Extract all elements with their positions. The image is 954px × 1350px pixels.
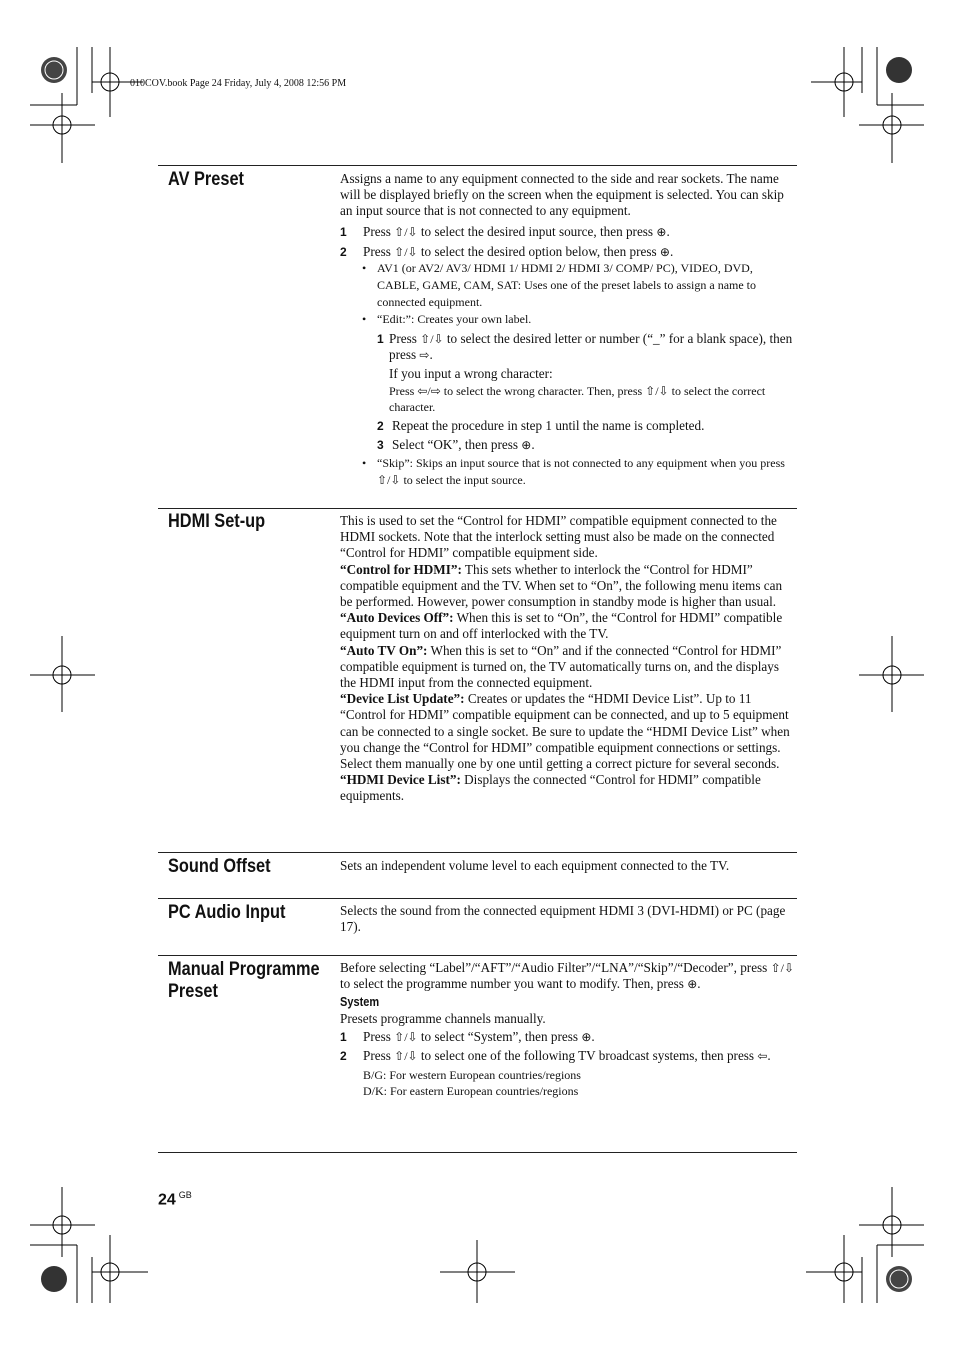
pc-audio-input-body: Selects the sound from the connected equipment HDMI 3 (DVI-HDMI) or PC (page 17). xyxy=(340,903,786,935)
page-region-suffix: GB xyxy=(178,1190,192,1200)
edit-step-3: 3 Select “OK”, then press ⊕. xyxy=(377,437,535,453)
right-arrow-icon: ⇨ xyxy=(419,348,430,363)
enter-icon: ⊕ xyxy=(659,244,670,259)
up-down-arrow-icon: ⇧/⇩ xyxy=(377,473,401,488)
up-down-arrow-icon: ⇧/⇩ xyxy=(394,224,418,239)
enter-icon: ⊕ xyxy=(581,1029,592,1044)
step-number: 2 xyxy=(340,244,347,259)
av-step-1: 1 Press ⇧/⇩ to select the desired input source, then press ⊕. xyxy=(340,223,670,239)
sound-offset-body: Sets an independent volume level to each equipment connected to the TV. xyxy=(340,858,730,873)
av-preset-body xyxy=(340,171,796,489)
print-header-line: 010COV.book Page 24 Friday, July 4, 2008 12:56 PM xyxy=(130,78,347,89)
pc-audio-input-heading: PC Audio Input xyxy=(168,902,286,923)
section-divider xyxy=(158,165,797,166)
enter-icon: ⊕ xyxy=(687,977,698,992)
up-down-arrow-icon: ⇧/⇩ xyxy=(420,332,444,347)
up-down-arrow-icon: ⇧/⇩ xyxy=(770,961,795,975)
av-intro: Assigns a name to any equipment connected to the side and rear sockets. The name will be displayed briefly on the screen when the equipment is selected. You can skip an input source that is not connected to any equipment. xyxy=(340,171,784,219)
left-right-arrow-icon: ⇦/⇨ xyxy=(417,383,441,398)
system-step-2: 2 Press ⇧/⇩ to select one of the following TV broadcast systems, then press ⇦. xyxy=(340,1048,771,1064)
hdmi-auto-tv-on-item: “Auto TV On”: When this is set to “On” and if the connected “Control for HDMI” compatible equipment is turned on, the TV automatically turns on, and the displays the HDMI input from the connected equipment. xyxy=(340,642,782,691)
step-number: 1 xyxy=(340,224,347,239)
section-divider xyxy=(158,955,797,956)
section-divider xyxy=(158,1152,797,1153)
step-number: 1 xyxy=(377,332,384,347)
system-description: Presets programme channels manually. xyxy=(340,1010,546,1026)
up-down-arrow-icon: ⇧/⇩ xyxy=(394,1029,418,1044)
step-number: 2 xyxy=(377,419,384,434)
up-down-arrow-icon: ⇧/⇩ xyxy=(394,244,418,259)
hdmi-setup-heading: HDMI Set-up xyxy=(168,511,266,532)
left-arrow-icon: ⇦ xyxy=(757,1049,768,1064)
system-bg-option: B/G: For western European countries/regions xyxy=(363,1068,581,1083)
enter-icon: ⊕ xyxy=(656,224,667,239)
av-preset-heading: AV Preset xyxy=(168,169,244,190)
system-subheading: System xyxy=(340,995,380,1010)
edit-step-2: 2 Repeat the procedure in step 1 until the name is completed. xyxy=(377,418,705,434)
av-step-2: 2 Press ⇧/⇩ to select the desired option below, then press ⊕. xyxy=(340,243,674,259)
manual-preset-body xyxy=(340,960,796,1100)
page-number: 24 $^{GB}$ xyxy=(158,1190,192,1209)
section-divider xyxy=(158,898,797,899)
av-bullet-presets: • AV1 (or AV2/ AV3/ HDMI 1/ HDMI 2/ HDMI 3/ COMP/ PC), VIDEO, DVD, CABLE, GAME, CAM, SAT: Uses one of the preset labels to assign a name to connected equipment. xyxy=(362,261,757,310)
up-down-arrow-icon: ⇧/⇩ xyxy=(645,383,669,398)
sound-offset-heading: Sound Offset xyxy=(168,856,271,877)
manual-intro: Before selecting “Label”/“AFT”/“Audio Filter”/“LNA”/“Skip”/“Decoder”, press ⇧/⇩ to select the programme number you want to modify. Then, press ⊕. xyxy=(340,960,795,992)
hdmi-control-item: “Control for HDMI”: This sets whether to interlock the “Control for HDMI” compatible equipment and the TV. When set to “On”, the following menu items can be performed. However, power consumption in standby mode is higher than usual. xyxy=(340,561,783,610)
enter-icon: ⊕ xyxy=(521,438,532,453)
edit-step-1: 1 Press ⇧/⇩ to select the desired letter or number (“_” for a blank space), then press ⇨. xyxy=(377,331,793,363)
manual-preset-heading: Manual Programme Preset xyxy=(168,959,320,1002)
wrong-character-note: If you input a wrong character: xyxy=(389,366,553,382)
av-bullet-edit: • “Edit:”: Creates your own label. xyxy=(362,312,532,327)
system-dk-option: D/K: For eastern European countries/regions xyxy=(363,1084,579,1099)
hdmi-device-list-update-item: “Device List Update”: Creates or updates the “HDMI Device List”. Up to 11 “Control for HDMI” compatible equipment can be connected, and up to 5 equipment can be connected to a single socket. Be sure to update the “HDMI Device List” when you change the “Control for HDMI” compatible equipment connections or settings. Select them manually one by one until getting a correct picture for several seconds. xyxy=(340,691,790,772)
av-bullet-skip: • “Skip”: Skips an input source that is not connected to any equipment when you press ⇧/⇩ to select the input source. xyxy=(362,456,785,488)
step-number: 3 xyxy=(377,438,384,453)
step-number: 2 xyxy=(340,1049,347,1064)
hdmi-auto-devices-off-item: “Auto Devices Off”: When this is set to “On”, the “Control for HDMI” compatible equipment turn on and off interlocked with the TV. xyxy=(340,610,783,642)
section-divider xyxy=(158,508,797,509)
step-number: 1 xyxy=(340,1029,347,1044)
up-down-arrow-icon: ⇧/⇩ xyxy=(394,1049,418,1064)
hdmi-setup-body xyxy=(340,513,796,805)
hdmi-device-list-item: “HDMI Device List”: Displays the connected “Control for HDMI” compatible equipments. xyxy=(340,772,761,804)
wrong-character-instructions: Press ⇦/⇨ to select the wrong character. Then, press ⇧/⇩ to select the correct character. xyxy=(389,383,766,414)
section-divider xyxy=(158,852,797,853)
hdmi-intro: This is used to set the “Control for HDMI” compatible equipment connected to the HDMI sockets. Note that the interlock setting must also be made on the connected “Control for HDMI” compatible equipment side. xyxy=(340,513,777,561)
system-step-1: 1 Press ⇧/⇩ to select “System”, then press ⊕. xyxy=(340,1028,595,1044)
